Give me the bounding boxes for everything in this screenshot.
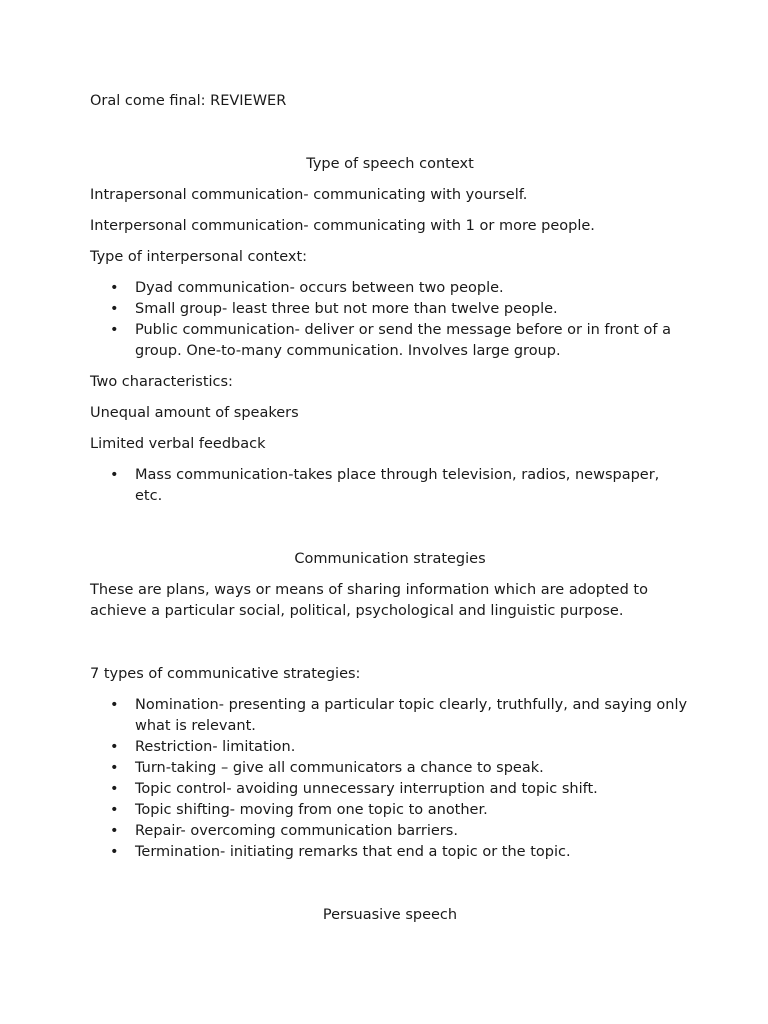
list-item-topic-shifting: • Topic shifting- moving from one topic to another.: [90, 800, 690, 821]
list-item-mass: • Mass communication-takes place through television, radios, newspaper, etc.: [90, 465, 690, 507]
list-item-restriction: • Restriction- limitation.: [90, 737, 690, 758]
paragraph-type-label: Type of interpersonal context:: [90, 249, 308, 265]
list-item-dyad: • Dyad communication- occurs between two people.: [90, 278, 690, 299]
list-item-turn-taking: • Turn-taking – give all communicators a chance to speak.: [90, 758, 690, 779]
list-item-termination: • Termination- initiating remarks that end a topic or the topic.: [90, 842, 690, 863]
paragraph-characteristic-2: Limited verbal feedback: [90, 436, 266, 452]
section-heading-persuasive: Persuasive speech: [322, 907, 458, 923]
paragraph-characteristic-1: Unequal amount of speakers: [90, 405, 299, 421]
section-heading-speech-context: Type of speech context: [306, 156, 474, 172]
paragraph-strategies-definition: These are plans, ways or means of sharing information which are adopted to achieve a particular social, political, psychological and linguistic purpose.: [90, 582, 648, 619]
section-heading-strategies: Communication strategies: [294, 551, 486, 567]
list-item-small-group: • Small group- least three but not more than twelve people.: [90, 299, 690, 320]
mass-communication-list: [90, 465, 690, 507]
paragraph-characteristics-label: Two characteristics:: [90, 374, 233, 390]
list-item-nomination: • Nomination- presenting a particular topic clearly, truthfully, and saying only what is relevant.: [90, 695, 690, 737]
list-item-topic-control: • Topic control- avoiding unnecessary interruption and topic shift.: [90, 779, 690, 800]
paragraph-interpersonal: Interpersonal communication- communicating with 1 or more people.: [90, 218, 595, 234]
list-item-public: • Public communication- deliver or send the message before or in front of a group. One-to-many communication. Involves large group.: [90, 320, 690, 362]
list-item-repair: • Repair- overcoming communication barriers.: [90, 821, 690, 842]
paragraph-intrapersonal: Intrapersonal communication- communicating with yourself.: [90, 187, 528, 203]
interpersonal-context-list: [90, 278, 690, 362]
strategies-list: [90, 695, 690, 863]
paragraph-strategies-types-label: 7 types of communicative strategies:: [90, 666, 361, 682]
document-page: [90, 91, 690, 926]
document-title: Oral come final: REVIEWER: [90, 93, 287, 109]
